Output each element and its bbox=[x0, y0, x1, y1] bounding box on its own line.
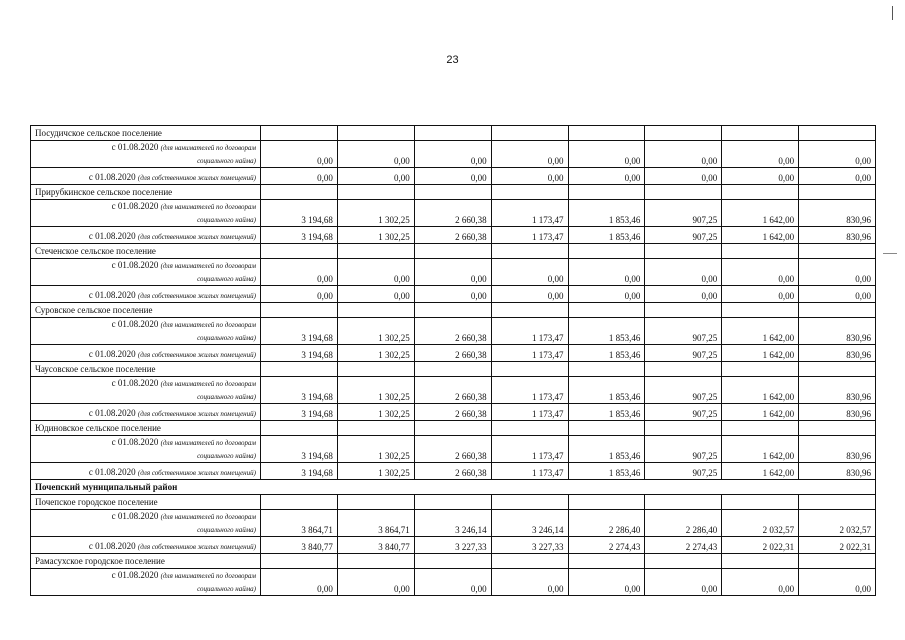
tariff-value: 2 660,38 bbox=[414, 318, 491, 345]
tariff-value: 0,00 bbox=[799, 141, 876, 168]
empty-cell bbox=[722, 554, 799, 569]
margin-dash bbox=[883, 253, 897, 254]
tariff-value: 0,00 bbox=[645, 259, 722, 286]
tariff-value: 907,25 bbox=[645, 318, 722, 345]
empty-cell bbox=[722, 303, 799, 318]
tariff-value: 1 173,47 bbox=[491, 463, 568, 480]
tariff-value: 0,00 bbox=[799, 569, 876, 596]
tariff-value: 2 022,31 bbox=[722, 537, 799, 554]
tenants-row bbox=[31, 318, 876, 345]
empty-cell bbox=[799, 244, 876, 259]
tariff-value: 0,00 bbox=[799, 259, 876, 286]
tariff-value: 0,00 bbox=[337, 168, 414, 185]
empty-cell bbox=[491, 495, 568, 510]
tariff-value: 830,96 bbox=[799, 377, 876, 404]
empty-cell bbox=[491, 244, 568, 259]
settlement-name: Юдиновское сельское поселение bbox=[31, 421, 261, 436]
tariff-value: 1 642,00 bbox=[722, 436, 799, 463]
empty-cell bbox=[261, 495, 338, 510]
tariff-value: 2 660,38 bbox=[414, 463, 491, 480]
period-note: (для нанимателей по договорам bbox=[160, 513, 256, 521]
empty-cell bbox=[491, 185, 568, 200]
empty-cell bbox=[568, 303, 645, 318]
tariff-value: 0,00 bbox=[491, 168, 568, 185]
settlement-row bbox=[31, 554, 876, 569]
period-note: (для нанимателей по договорам bbox=[160, 203, 256, 211]
tariff-value: 907,25 bbox=[645, 345, 722, 362]
period-date: с 01.08.2020 bbox=[88, 349, 136, 359]
tariff-value: 3 194,68 bbox=[261, 200, 338, 227]
tariff-value: 2 274,43 bbox=[645, 537, 722, 554]
owners-row bbox=[31, 463, 876, 480]
tariff-value: 1 302,25 bbox=[337, 436, 414, 463]
tariff-value: 1 173,47 bbox=[491, 227, 568, 244]
settlement-name: Стеченское сельское поселение bbox=[31, 244, 261, 259]
tariff-value: 0,00 bbox=[568, 569, 645, 596]
empty-cell bbox=[337, 495, 414, 510]
empty-cell bbox=[491, 126, 568, 141]
settlement-row bbox=[31, 303, 876, 318]
period-note: социального найма) bbox=[197, 526, 256, 534]
period-note: социального найма) bbox=[197, 334, 256, 342]
tariff-value: 2 032,57 bbox=[799, 510, 876, 537]
tariff-value: 907,25 bbox=[645, 200, 722, 227]
tariff-value: 0,00 bbox=[261, 286, 338, 303]
tariff-value: 3 194,68 bbox=[261, 404, 338, 421]
empty-cell bbox=[261, 421, 338, 436]
empty-cell bbox=[799, 421, 876, 436]
empty-cell bbox=[261, 362, 338, 377]
tariff-value: 1 302,25 bbox=[337, 345, 414, 362]
empty-cell bbox=[414, 244, 491, 259]
tenants-row bbox=[31, 200, 876, 227]
empty-cell bbox=[491, 362, 568, 377]
period-date: с 01.08.2020 bbox=[111, 378, 159, 388]
district-row bbox=[31, 480, 876, 495]
period-note: социального найма) bbox=[197, 452, 256, 460]
empty-cell bbox=[337, 303, 414, 318]
settlement-row bbox=[31, 244, 876, 259]
tariff-value: 1 173,47 bbox=[491, 377, 568, 404]
empty-cell bbox=[645, 185, 722, 200]
tariff-value: 0,00 bbox=[722, 259, 799, 286]
tariff-value: 2 022,31 bbox=[799, 537, 876, 554]
tariff-value: 830,96 bbox=[799, 227, 876, 244]
tariff-value: 1 302,25 bbox=[337, 318, 414, 345]
tariff-value: 1 173,47 bbox=[491, 404, 568, 421]
tariff-value: 830,96 bbox=[799, 345, 876, 362]
settlement-name: Чаусовское сельское поселение bbox=[31, 362, 261, 377]
settlement-name: Прирубкинское сельское поселение bbox=[31, 185, 261, 200]
tariff-value: 0,00 bbox=[491, 286, 568, 303]
empty-cell bbox=[337, 185, 414, 200]
tariff-value: 3 194,68 bbox=[261, 318, 338, 345]
tariff-value: 3 194,68 bbox=[261, 377, 338, 404]
corner-mark bbox=[892, 6, 893, 20]
empty-cell bbox=[568, 244, 645, 259]
empty-cell bbox=[568, 421, 645, 436]
empty-cell bbox=[337, 421, 414, 436]
period-label-owners bbox=[31, 463, 261, 480]
tariff-value: 3 227,33 bbox=[491, 537, 568, 554]
tariff-value: 2 274,43 bbox=[568, 537, 645, 554]
tariff-value: 2 660,38 bbox=[414, 377, 491, 404]
tariff-value: 1 173,47 bbox=[491, 436, 568, 463]
period-label-tenants bbox=[31, 141, 261, 168]
tariff-value: 0,00 bbox=[414, 569, 491, 596]
period-note: социального найма) bbox=[197, 275, 256, 283]
period-label-tenants bbox=[31, 318, 261, 345]
empty-cell bbox=[799, 185, 876, 200]
period-note: (для нанимателей по договорам bbox=[160, 439, 256, 447]
tariff-value: 0,00 bbox=[568, 286, 645, 303]
tariff-value: 830,96 bbox=[799, 404, 876, 421]
tariff-value: 0,00 bbox=[722, 168, 799, 185]
tariff-value: 3 840,77 bbox=[261, 537, 338, 554]
period-date: с 01.08.2020 bbox=[111, 260, 159, 270]
tenants-row bbox=[31, 436, 876, 463]
period-note: социального найма) bbox=[197, 216, 256, 224]
empty-cell bbox=[799, 126, 876, 141]
tenants-row bbox=[31, 510, 876, 537]
empty-cell bbox=[645, 495, 722, 510]
tariff-value: 1 302,25 bbox=[337, 463, 414, 480]
period-label-tenants bbox=[31, 259, 261, 286]
tariff-value: 3 840,77 bbox=[337, 537, 414, 554]
empty-cell bbox=[645, 303, 722, 318]
tariff-value: 0,00 bbox=[414, 286, 491, 303]
period-note: (для нанимателей по договорам bbox=[160, 572, 256, 580]
tariff-value: 0,00 bbox=[645, 286, 722, 303]
tariff-value: 0,00 bbox=[645, 168, 722, 185]
empty-cell bbox=[261, 554, 338, 569]
empty-cell bbox=[568, 185, 645, 200]
empty-cell bbox=[261, 244, 338, 259]
empty-cell bbox=[414, 495, 491, 510]
tariff-value: 3 227,33 bbox=[414, 537, 491, 554]
tariff-value: 1 642,00 bbox=[722, 463, 799, 480]
tenants-row bbox=[31, 141, 876, 168]
empty-cell bbox=[568, 554, 645, 569]
tariff-value: 0,00 bbox=[645, 569, 722, 596]
period-note: (для собственников жилых помещений) bbox=[137, 469, 256, 477]
empty-cell bbox=[645, 554, 722, 569]
tariff-value: 1 642,00 bbox=[722, 227, 799, 244]
tariff-value: 0,00 bbox=[337, 141, 414, 168]
empty-cell bbox=[799, 495, 876, 510]
empty-cell bbox=[414, 185, 491, 200]
tariff-value: 2 660,38 bbox=[414, 345, 491, 362]
tariff-value: 1 302,25 bbox=[337, 227, 414, 244]
period-label-owners bbox=[31, 537, 261, 554]
tariff-value: 1 853,46 bbox=[568, 404, 645, 421]
tariff-value: 3 246,14 bbox=[491, 510, 568, 537]
tariff-value: 907,25 bbox=[645, 227, 722, 244]
tariff-value: 0,00 bbox=[337, 259, 414, 286]
empty-cell bbox=[645, 244, 722, 259]
tariff-value: 1 853,46 bbox=[568, 345, 645, 362]
tariff-value: 1 642,00 bbox=[722, 318, 799, 345]
tariff-value: 0,00 bbox=[414, 259, 491, 286]
period-note: (для нанимателей по договорам bbox=[160, 262, 256, 270]
empty-cell bbox=[645, 421, 722, 436]
tariff-value: 907,25 bbox=[645, 463, 722, 480]
empty-cell bbox=[722, 495, 799, 510]
tariff-value: 3 864,71 bbox=[261, 510, 338, 537]
tariff-value: 0,00 bbox=[491, 569, 568, 596]
owners-row bbox=[31, 286, 876, 303]
settlement-name: Посудичское сельское поселение bbox=[31, 126, 261, 141]
empty-cell bbox=[568, 495, 645, 510]
period-note: (для нанимателей по договорам bbox=[160, 321, 256, 329]
period-note: (для собственников жилых помещений) bbox=[137, 410, 256, 418]
period-note: (для нанимателей по договорам bbox=[160, 144, 256, 152]
tariff-value: 1 302,25 bbox=[337, 200, 414, 227]
tenants-row bbox=[31, 377, 876, 404]
tariff-value: 3 194,68 bbox=[261, 436, 338, 463]
empty-cell bbox=[261, 185, 338, 200]
period-date: с 01.08.2020 bbox=[111, 201, 159, 211]
period-label-owners bbox=[31, 404, 261, 421]
tenants-row bbox=[31, 569, 876, 596]
empty-cell bbox=[414, 554, 491, 569]
period-note: (для собственников жилых помещений) bbox=[137, 174, 256, 182]
owners-row bbox=[31, 345, 876, 362]
tariff-value: 0,00 bbox=[414, 168, 491, 185]
tariff-value: 0,00 bbox=[799, 168, 876, 185]
period-label-owners bbox=[31, 168, 261, 185]
tariff-value: 0,00 bbox=[261, 141, 338, 168]
tariff-value: 2 660,38 bbox=[414, 200, 491, 227]
tariff-value: 0,00 bbox=[722, 286, 799, 303]
period-date: с 01.08.2020 bbox=[111, 511, 159, 521]
tariff-value: 0,00 bbox=[261, 168, 338, 185]
tariff-value: 0,00 bbox=[568, 141, 645, 168]
tariff-value: 1 302,25 bbox=[337, 404, 414, 421]
owners-row bbox=[31, 404, 876, 421]
empty-cell bbox=[799, 362, 876, 377]
tariff-value: 1 642,00 bbox=[722, 377, 799, 404]
period-date: с 01.08.2020 bbox=[111, 142, 159, 152]
page-number: 23 bbox=[446, 54, 459, 66]
period-note: социального найма) bbox=[197, 393, 256, 401]
tariff-value: 0,00 bbox=[491, 141, 568, 168]
empty-cell bbox=[261, 126, 338, 141]
period-date: с 01.08.2020 bbox=[88, 290, 136, 300]
period-date: с 01.08.2020 bbox=[88, 231, 136, 241]
empty-cell bbox=[568, 126, 645, 141]
tariff-value: 1 173,47 bbox=[491, 345, 568, 362]
tariff-value: 1 853,46 bbox=[568, 463, 645, 480]
period-note: (для собственников жилых помещений) bbox=[137, 233, 256, 241]
empty-cell bbox=[261, 303, 338, 318]
empty-cell bbox=[722, 126, 799, 141]
tariff-value: 0,00 bbox=[261, 259, 338, 286]
empty-cell bbox=[722, 421, 799, 436]
period-date: с 01.08.2020 bbox=[88, 172, 136, 182]
empty-cell bbox=[414, 421, 491, 436]
period-date: с 01.08.2020 bbox=[88, 541, 136, 551]
empty-cell bbox=[722, 185, 799, 200]
empty-cell bbox=[491, 421, 568, 436]
settlement-row bbox=[31, 362, 876, 377]
period-note: (для собственников жилых помещений) bbox=[137, 292, 256, 300]
empty-cell bbox=[799, 554, 876, 569]
period-label-tenants bbox=[31, 510, 261, 537]
period-label-owners bbox=[31, 227, 261, 244]
settlement-name: Суровское сельское поселение bbox=[31, 303, 261, 318]
period-label-tenants bbox=[31, 569, 261, 596]
period-date: с 01.08.2020 bbox=[88, 408, 136, 418]
period-note: (для собственников жилых помещений) bbox=[137, 543, 256, 551]
tariff-value: 0,00 bbox=[337, 569, 414, 596]
settlement-name: Почепское городское поселение bbox=[31, 495, 261, 510]
tariff-value: 1 642,00 bbox=[722, 404, 799, 421]
tariff-value: 3 194,68 bbox=[261, 227, 338, 244]
tariff-value: 0,00 bbox=[568, 259, 645, 286]
tariff-value: 2 660,38 bbox=[414, 404, 491, 421]
tenants-row bbox=[31, 259, 876, 286]
settlement-row bbox=[31, 185, 876, 200]
tariff-value: 2 286,40 bbox=[568, 510, 645, 537]
tariff-value: 1 853,46 bbox=[568, 436, 645, 463]
empty-cell bbox=[337, 126, 414, 141]
empty-cell bbox=[568, 362, 645, 377]
tariff-value: 0,00 bbox=[337, 286, 414, 303]
district-name: Почепский муниципальный район bbox=[31, 480, 876, 495]
owners-row bbox=[31, 168, 876, 185]
tariff-value: 2 286,40 bbox=[645, 510, 722, 537]
empty-cell bbox=[722, 362, 799, 377]
tariff-value: 1 642,00 bbox=[722, 200, 799, 227]
tariff-value: 3 194,68 bbox=[261, 463, 338, 480]
tariff-value: 2 660,38 bbox=[414, 227, 491, 244]
owners-row bbox=[31, 537, 876, 554]
empty-cell bbox=[337, 362, 414, 377]
tariff-value: 1 853,46 bbox=[568, 377, 645, 404]
tariff-value: 0,00 bbox=[261, 569, 338, 596]
tariff-value: 907,25 bbox=[645, 377, 722, 404]
period-label-owners bbox=[31, 345, 261, 362]
period-label-tenants bbox=[31, 200, 261, 227]
period-date: с 01.08.2020 bbox=[111, 570, 159, 580]
empty-cell bbox=[491, 554, 568, 569]
tariff-value: 0,00 bbox=[568, 168, 645, 185]
empty-cell bbox=[645, 126, 722, 141]
tariff-value: 3 864,71 bbox=[337, 510, 414, 537]
tariff-value: 830,96 bbox=[799, 463, 876, 480]
empty-cell bbox=[722, 244, 799, 259]
empty-cell bbox=[491, 303, 568, 318]
period-date: с 01.08.2020 bbox=[111, 319, 159, 329]
period-label-tenants bbox=[31, 436, 261, 463]
settlement-name: Рамасухское городское поселение bbox=[31, 554, 261, 569]
period-note: социального найма) bbox=[197, 585, 256, 593]
tariff-value: 830,96 bbox=[799, 200, 876, 227]
period-label-tenants bbox=[31, 377, 261, 404]
tariff-value: 2 032,57 bbox=[722, 510, 799, 537]
tariff-value: 0,00 bbox=[722, 569, 799, 596]
tariff-value: 1 173,47 bbox=[491, 318, 568, 345]
tariff-value: 1 853,46 bbox=[568, 227, 645, 244]
tariff-value: 1 173,47 bbox=[491, 200, 568, 227]
period-note: социального найма) bbox=[197, 157, 256, 165]
tariff-value: 1 853,46 bbox=[568, 318, 645, 345]
tariff-value: 907,25 bbox=[645, 404, 722, 421]
settlement-row bbox=[31, 421, 876, 436]
empty-cell bbox=[799, 303, 876, 318]
tariff-table bbox=[30, 125, 876, 596]
empty-cell bbox=[414, 126, 491, 141]
tariff-value: 0,00 bbox=[414, 141, 491, 168]
settlement-row bbox=[31, 495, 876, 510]
tariff-value: 830,96 bbox=[799, 436, 876, 463]
tariff-value: 2 660,38 bbox=[414, 436, 491, 463]
empty-cell bbox=[414, 303, 491, 318]
empty-cell bbox=[645, 362, 722, 377]
tariff-value: 0,00 bbox=[799, 286, 876, 303]
empty-cell bbox=[337, 554, 414, 569]
tariff-value: 1 302,25 bbox=[337, 377, 414, 404]
tariff-value: 3 246,14 bbox=[414, 510, 491, 537]
tariff-value: 1 853,46 bbox=[568, 200, 645, 227]
tariff-value: 0,00 bbox=[722, 141, 799, 168]
period-note: (для нанимателей по договорам bbox=[160, 380, 256, 388]
tariff-value: 0,00 bbox=[645, 141, 722, 168]
period-label-owners bbox=[31, 286, 261, 303]
tariff-value: 1 642,00 bbox=[722, 345, 799, 362]
settlement-row bbox=[31, 126, 876, 141]
period-note: (для собственников жилых помещений) bbox=[137, 351, 256, 359]
period-date: с 01.08.2020 bbox=[88, 467, 136, 477]
empty-cell bbox=[414, 362, 491, 377]
empty-cell bbox=[337, 244, 414, 259]
period-date: с 01.08.2020 bbox=[111, 437, 159, 447]
owners-row bbox=[31, 227, 876, 244]
tariff-value: 830,96 bbox=[799, 318, 876, 345]
tariff-value: 907,25 bbox=[645, 436, 722, 463]
tariff-value: 3 194,68 bbox=[261, 345, 338, 362]
tariff-value: 0,00 bbox=[491, 259, 568, 286]
